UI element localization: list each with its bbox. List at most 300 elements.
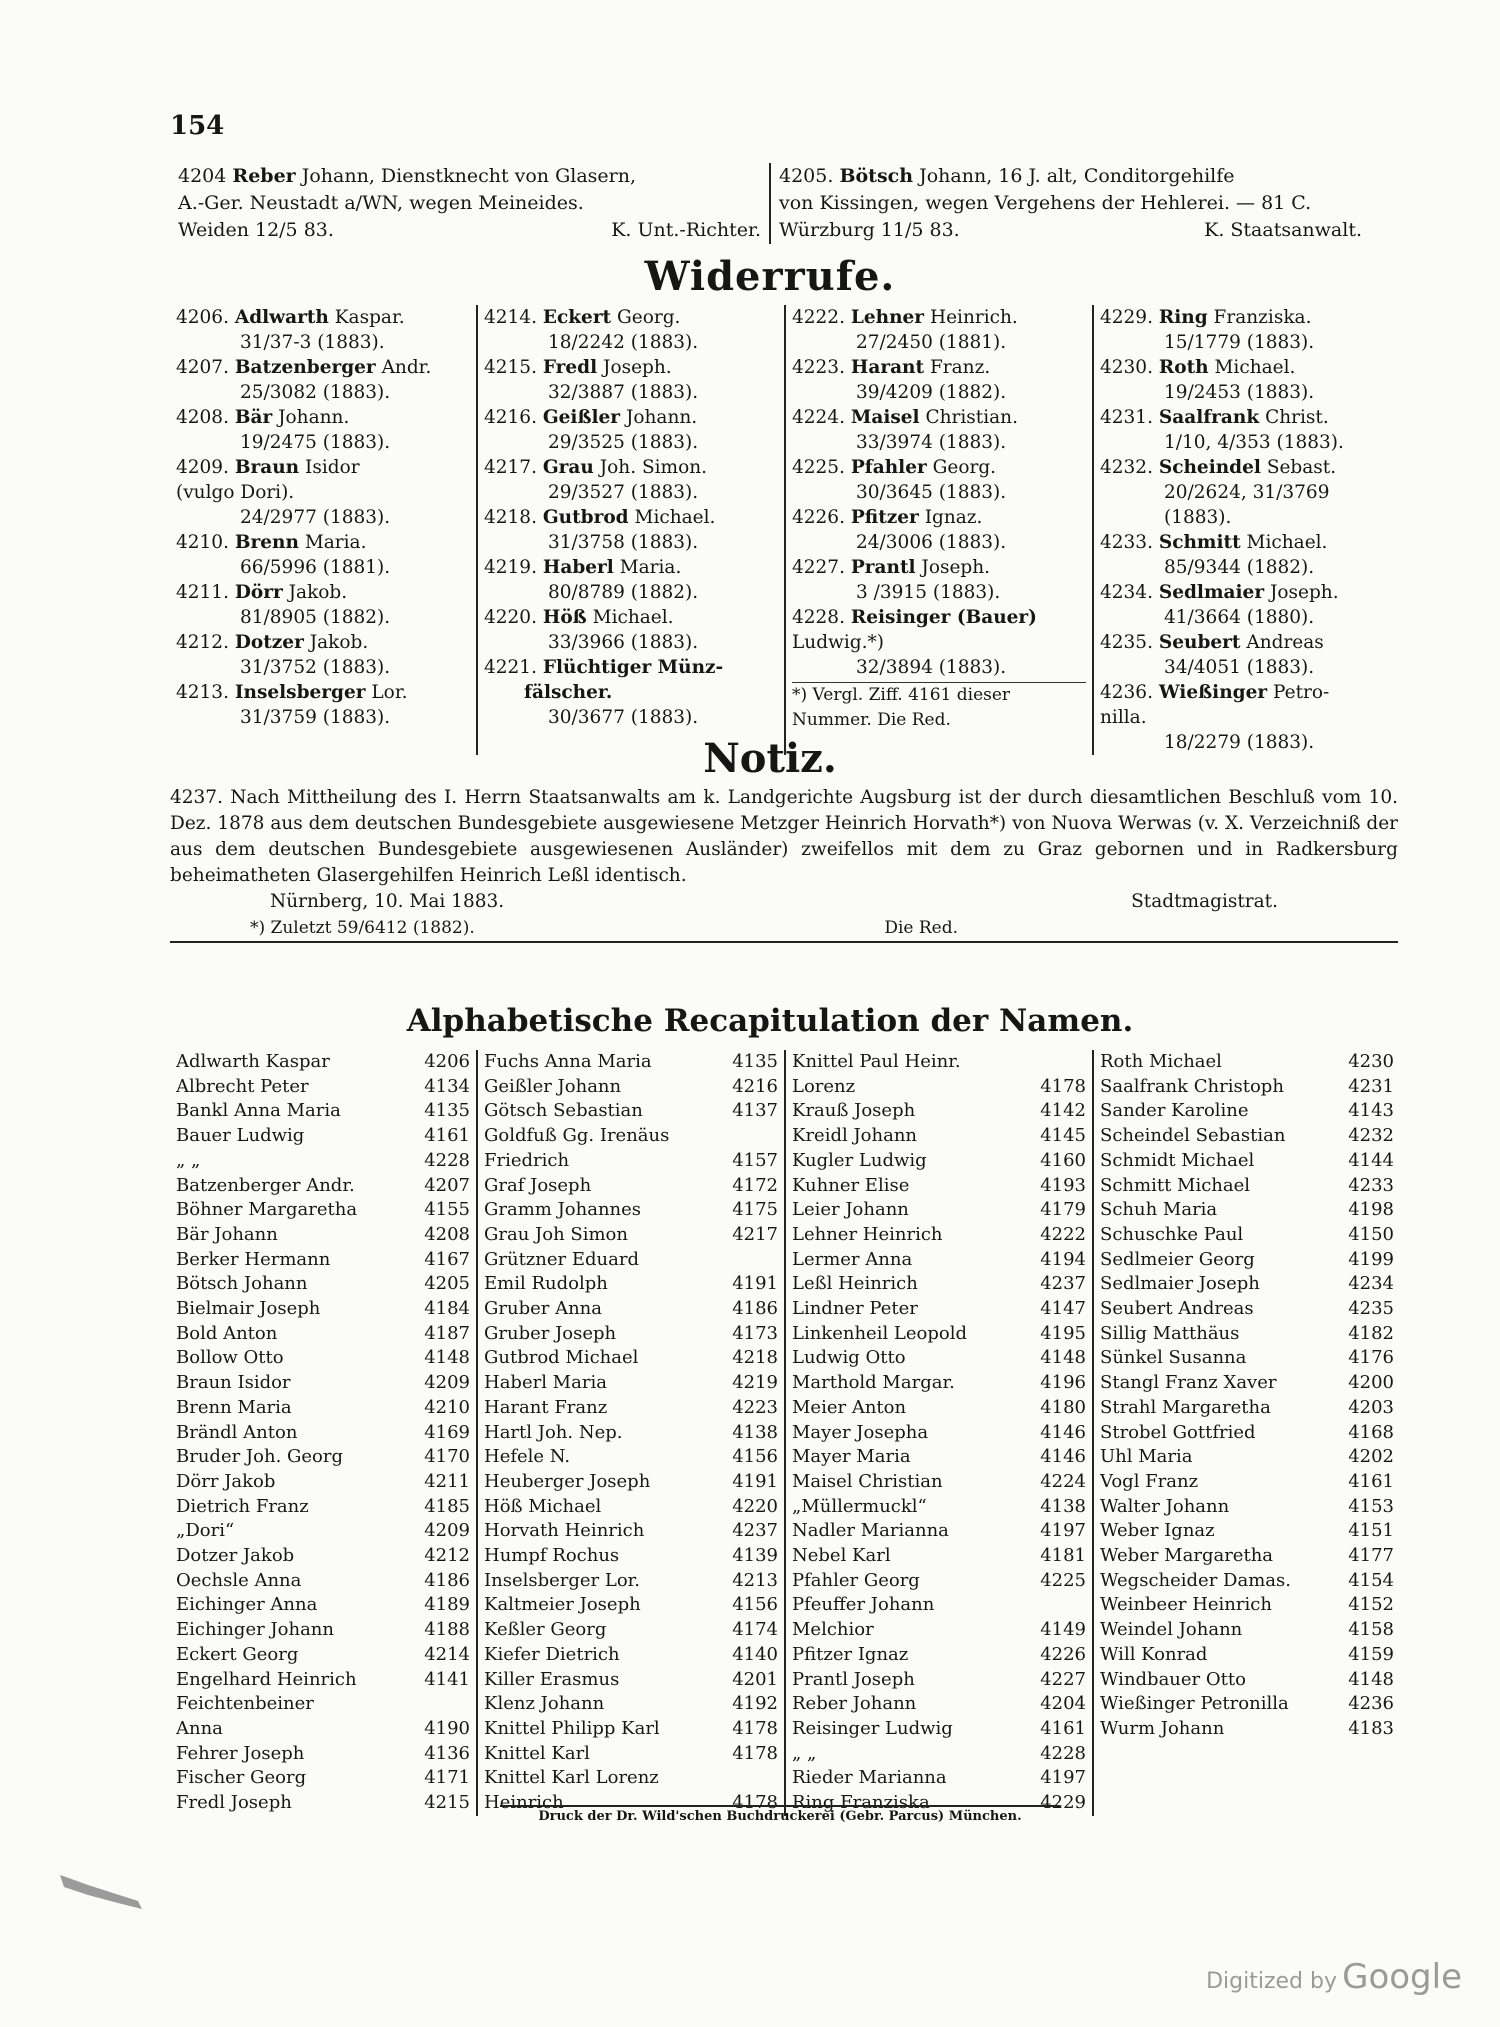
index-name: Böhner Margaretha bbox=[176, 1199, 358, 1221]
index-number: 4209 bbox=[424, 1372, 470, 1394]
index-number: 4169 bbox=[424, 1421, 470, 1443]
widerruf-entry bbox=[1100, 405, 1394, 455]
index-name: Albrecht Peter bbox=[176, 1075, 309, 1097]
index-row bbox=[1100, 1519, 1394, 1544]
entry-reference: 29/3527 (1883). bbox=[548, 482, 699, 503]
index-number: 4178 bbox=[732, 1742, 778, 1764]
entry-place-date: Würzburg 11/5 83. bbox=[779, 219, 960, 241]
leader-dots bbox=[1250, 1174, 1348, 1199]
entry-number: 4205. bbox=[779, 165, 834, 187]
leader-dots bbox=[1285, 1124, 1348, 1149]
entry-given-name: Petro- bbox=[1273, 682, 1330, 703]
entry-reference: 31/37-3 (1883). bbox=[240, 332, 385, 353]
index-row bbox=[1100, 1470, 1394, 1495]
index-name: Krauß Joseph bbox=[792, 1100, 916, 1122]
index-number: 4216 bbox=[732, 1075, 778, 1097]
widerruf-entry bbox=[176, 530, 470, 580]
entry-name: Inselsberger bbox=[234, 682, 366, 703]
index-name: Hefele N. bbox=[484, 1446, 571, 1468]
index-row bbox=[1100, 1495, 1394, 1520]
index-row bbox=[176, 1248, 470, 1273]
entry-reference: 18/2279 (1883). bbox=[1164, 732, 1315, 753]
leader-dots bbox=[660, 1717, 733, 1742]
index-row bbox=[484, 1297, 778, 1322]
leader-dots bbox=[918, 1272, 1040, 1297]
index-name: Nebel Karl bbox=[792, 1545, 891, 1567]
index-name: Bielmair Joseph bbox=[176, 1298, 321, 1320]
entry-name: Höß bbox=[542, 607, 587, 628]
index-row bbox=[1100, 1593, 1394, 1618]
index-name: Reisinger Ludwig bbox=[792, 1717, 953, 1739]
index-name: Seubert Andreas bbox=[1100, 1298, 1254, 1320]
index-number: 4233 bbox=[1348, 1174, 1394, 1196]
index-row bbox=[176, 1050, 470, 1075]
index-name: Kuhner Elise bbox=[792, 1174, 910, 1196]
leader-dots bbox=[1255, 1248, 1348, 1273]
entry-name: Harant bbox=[850, 357, 925, 378]
index-name: Knittel Karl Lorenz bbox=[484, 1767, 659, 1789]
index-name: Kugler Ludwig bbox=[792, 1149, 927, 1171]
index-number: 4188 bbox=[424, 1619, 470, 1641]
index-name: Harant Franz bbox=[484, 1396, 608, 1418]
index-row bbox=[792, 1198, 1086, 1223]
index-row bbox=[792, 1593, 1086, 1618]
widerruf-entry bbox=[176, 405, 470, 455]
notiz-redaction: Die Red. bbox=[884, 918, 958, 938]
entry-given-name: Jakob. bbox=[288, 582, 348, 603]
index-name: Friedrich bbox=[484, 1149, 570, 1171]
index-name: Will Konrad bbox=[1100, 1643, 1208, 1665]
index-row bbox=[792, 1692, 1086, 1717]
leader-dots bbox=[955, 1371, 1040, 1396]
index-name: Eichinger Anna bbox=[176, 1594, 318, 1616]
leader-dots bbox=[659, 1766, 778, 1791]
index-number: 4220 bbox=[732, 1495, 778, 1517]
index-name: Schmitt Michael bbox=[1100, 1174, 1251, 1196]
entry-name: Dotzer bbox=[234, 632, 304, 653]
index-number: 4135 bbox=[424, 1100, 470, 1122]
index-row bbox=[176, 1099, 470, 1124]
entry-number: 4236. bbox=[1100, 682, 1153, 703]
index-number: 4208 bbox=[424, 1223, 470, 1245]
leader-dots bbox=[620, 1643, 733, 1668]
entry-place-date: Weiden 12/5 83. bbox=[178, 219, 334, 241]
leader-dots bbox=[570, 1445, 732, 1470]
index-row bbox=[176, 1297, 470, 1322]
index-name: Walter Johann bbox=[1100, 1495, 1230, 1517]
entry-reference: 19/2475 (1883). bbox=[240, 432, 391, 453]
leader-dots bbox=[949, 1519, 1040, 1544]
index-name: Windbauer Otto bbox=[1100, 1668, 1246, 1690]
index-row bbox=[484, 1322, 778, 1347]
index-row bbox=[484, 1371, 778, 1396]
entry-number: 4232. bbox=[1100, 457, 1153, 478]
widerruf-head bbox=[1100, 630, 1394, 655]
leader-dots bbox=[934, 1593, 1086, 1618]
index-row bbox=[484, 1668, 778, 1693]
notiz-text: 4237. Nach Mittheilung des I. Herrn Staatsanwalts am k. Landgerichte Augsburg ist der durch diesamtlichen Beschluß vom 10. Dez. 1878 aus dem deutschen Bundesgebiete ausgewiesene Metzger Heinrich Horvath*) von Nuova Werwas (v. X. Verzeichniß der aus dem deutschen Bundesgebiete ausgewiesenen Ausländer) zweifellos mit dem zu Graz gebornen und in Radkersburg beheimatheten Glasergehilfen Heinrich Leßl identisch. bbox=[170, 787, 1398, 886]
index-number: 4177 bbox=[1348, 1545, 1394, 1567]
widerruf-head bbox=[176, 355, 470, 380]
index-number: 4140 bbox=[732, 1643, 778, 1665]
entry-given-name: Kaspar. bbox=[334, 307, 405, 328]
leader-dots bbox=[1260, 1272, 1348, 1297]
index-number: 4237 bbox=[732, 1520, 778, 1542]
index-name: Leier Johann bbox=[792, 1199, 909, 1221]
index-name: Leßl Heinrich bbox=[792, 1273, 918, 1295]
index-row bbox=[176, 1495, 470, 1520]
widerruf-head bbox=[792, 355, 1086, 380]
index-row bbox=[176, 1717, 470, 1742]
index-name: Gutbrod Michael bbox=[484, 1347, 639, 1369]
notiz-footnote: *) Zuletzt 59/6412 (1882). bbox=[250, 918, 475, 938]
index-row bbox=[176, 1519, 470, 1544]
index-name: Rieder Marianna bbox=[792, 1767, 947, 1789]
alpha-column bbox=[170, 1050, 478, 1816]
index-name: Lindner Peter bbox=[792, 1298, 918, 1320]
leader-dots bbox=[1284, 1075, 1348, 1100]
entry-given-name: Christian. bbox=[925, 407, 1018, 428]
leader-dots bbox=[591, 1174, 732, 1199]
index-row bbox=[1100, 1717, 1394, 1742]
index-number: 4212 bbox=[424, 1545, 470, 1567]
widerruf-entry bbox=[792, 305, 1086, 355]
entry-reference: 32/3894 (1883). bbox=[856, 657, 1007, 678]
index-name: Dörr Jakob bbox=[176, 1470, 276, 1492]
entry-name: Wießinger bbox=[1158, 682, 1268, 703]
index-number: 4148 bbox=[1040, 1347, 1086, 1369]
index-name: Fehrer Joseph bbox=[176, 1742, 305, 1764]
leader-dots bbox=[292, 1791, 424, 1816]
index-number: 4137 bbox=[732, 1100, 778, 1122]
entry-details: A.-Ger. Neustadt a/WN, wegen Meineides. bbox=[178, 192, 584, 214]
index-name: Ring Franziska bbox=[792, 1792, 930, 1814]
index-name: „Dori“ bbox=[176, 1520, 235, 1542]
widerrufe-columns bbox=[170, 305, 1400, 755]
index-name: Sünkel Susanna bbox=[1100, 1347, 1247, 1369]
entry-given-name: Andreas bbox=[1246, 632, 1324, 653]
index-number: 4157 bbox=[732, 1149, 778, 1171]
leader-dots bbox=[915, 1099, 1040, 1124]
index-name: Horvath Heinrich bbox=[484, 1520, 645, 1542]
entry-number: 4217. bbox=[484, 457, 537, 478]
index-name: Reber Johann bbox=[792, 1693, 917, 1715]
index-name: Marthold Margar. bbox=[792, 1372, 955, 1394]
index-number: 4155 bbox=[424, 1199, 470, 1221]
widerruf-head bbox=[176, 680, 470, 705]
index-row bbox=[792, 1569, 1086, 1594]
index-name: Geißler Johann bbox=[484, 1075, 622, 1097]
entry-name: Scheindel bbox=[1158, 457, 1261, 478]
entry-number: 4212. bbox=[176, 632, 229, 653]
entry-reference: 3 /3915 (1883). bbox=[856, 582, 1001, 603]
notiz-footnote-row bbox=[170, 915, 1398, 943]
entry-reference: 85/9344 (1882). bbox=[1164, 557, 1315, 578]
widerruf-entry bbox=[792, 405, 1086, 455]
widerruf-entry bbox=[1100, 355, 1394, 405]
widerruf-head bbox=[176, 580, 470, 605]
index-name: Graf Joseph bbox=[484, 1174, 592, 1196]
index-row bbox=[792, 1223, 1086, 1248]
entry-number: 4228. bbox=[792, 607, 845, 628]
leader-dots bbox=[943, 1470, 1041, 1495]
index-number: 4205 bbox=[424, 1273, 470, 1295]
index-number: 4146 bbox=[1040, 1446, 1086, 1468]
widerruf-head bbox=[176, 530, 470, 555]
entry-number: 4219. bbox=[484, 557, 537, 578]
index-number: 4158 bbox=[1348, 1619, 1394, 1641]
index-row bbox=[1100, 1174, 1394, 1199]
index-row bbox=[484, 1717, 778, 1742]
index-number: 4199 bbox=[1348, 1248, 1394, 1270]
index-name: Brändl Anton bbox=[176, 1421, 298, 1443]
alpha-column bbox=[1094, 1050, 1400, 1816]
index-number: 4180 bbox=[1040, 1396, 1086, 1418]
scan-smudge bbox=[58, 1873, 144, 1911]
index-row bbox=[484, 1445, 778, 1470]
index-name: Grau Joh Simon bbox=[484, 1223, 628, 1245]
index-number: 4200 bbox=[1348, 1372, 1394, 1394]
index-number: 4144 bbox=[1348, 1149, 1394, 1171]
widerruf-head bbox=[792, 305, 1086, 330]
entry-name: Maisel bbox=[850, 407, 920, 428]
entry-name: Pfitzer bbox=[850, 507, 919, 528]
index-name: Schmidt Michael bbox=[1100, 1149, 1255, 1171]
entry-given-name: Franziska. bbox=[1213, 307, 1312, 328]
index-number: 4167 bbox=[424, 1248, 470, 1270]
index-row bbox=[1100, 1223, 1394, 1248]
index-row bbox=[176, 1346, 470, 1371]
entry-number: 4218. bbox=[484, 507, 537, 528]
entry-reference: 1/10, 4/353 (1883). bbox=[1164, 432, 1344, 453]
index-row bbox=[1100, 1297, 1394, 1322]
index-number: 4160 bbox=[1040, 1149, 1086, 1171]
leader-dots bbox=[1276, 1371, 1348, 1396]
widerruf-entry bbox=[1100, 305, 1394, 355]
index-number: 4196 bbox=[1040, 1372, 1086, 1394]
index-number: 4178 bbox=[732, 1792, 778, 1814]
leader-dots bbox=[1222, 1050, 1348, 1075]
index-number: 4211 bbox=[424, 1470, 470, 1492]
notiz-heading: Notiz. bbox=[703, 735, 837, 782]
entry-name: Schmitt bbox=[1158, 532, 1241, 553]
index-row bbox=[176, 1322, 470, 1347]
entry-reference: 15/1779 (1883). bbox=[1164, 332, 1315, 353]
index-name: Prantl Joseph bbox=[792, 1668, 915, 1690]
entry-number: 4211. bbox=[176, 582, 229, 603]
index-number: 4189 bbox=[424, 1594, 470, 1616]
index-name: Pfeuffer Johann bbox=[792, 1594, 935, 1616]
entry-name: Sedlmaier bbox=[1158, 582, 1265, 603]
widerruf-entry bbox=[176, 455, 470, 530]
entry-given-name: Georg. bbox=[617, 307, 681, 328]
entry-reference: 24/2977 (1883). bbox=[240, 507, 391, 528]
index-number: 4156 bbox=[732, 1594, 778, 1616]
leader-dots bbox=[1254, 1149, 1348, 1174]
widerruf-entry bbox=[1100, 580, 1394, 630]
index-name: Schuschke Paul bbox=[1100, 1223, 1244, 1245]
index-row bbox=[484, 1470, 778, 1495]
leader-dots bbox=[917, 1124, 1040, 1149]
index-name: Weindel Johann bbox=[1100, 1619, 1243, 1641]
entry-reference: 29/3525 (1883). bbox=[548, 432, 699, 453]
top-entry bbox=[170, 163, 771, 244]
leader-dots bbox=[628, 1223, 732, 1248]
index-number: 4138 bbox=[1040, 1495, 1086, 1517]
index-number: 4178 bbox=[732, 1717, 778, 1739]
entry-name: Ring bbox=[1158, 307, 1208, 328]
entry-extra: (vulgo Dori). bbox=[176, 482, 295, 503]
index-row bbox=[484, 1272, 778, 1297]
index-name: Höß Michael bbox=[484, 1495, 602, 1517]
index-row bbox=[484, 1618, 778, 1643]
index-name: Hartl Joh. Nep. bbox=[484, 1421, 623, 1443]
widerruf-head bbox=[792, 505, 1086, 530]
watermark-prefix: Digitized by bbox=[1206, 1969, 1337, 1994]
index-row bbox=[1100, 1618, 1394, 1643]
index-row bbox=[792, 1766, 1086, 1791]
index-number: 4148 bbox=[424, 1347, 470, 1369]
entry-number: 4210. bbox=[176, 532, 229, 553]
entry-given-name: Johann. bbox=[625, 407, 698, 428]
index-number: 4173 bbox=[732, 1322, 778, 1344]
entry-name: Roth bbox=[1158, 357, 1209, 378]
index-number: 4231 bbox=[1348, 1075, 1394, 1097]
index-number: 4183 bbox=[1348, 1717, 1394, 1739]
leader-dots bbox=[292, 1396, 425, 1421]
entry-reference: 33/3966 (1883). bbox=[548, 632, 699, 653]
index-number: 4146 bbox=[1040, 1421, 1086, 1443]
leader-dots bbox=[650, 1470, 732, 1495]
entry-name: Reisinger (Bauer) bbox=[850, 607, 1037, 628]
index-row bbox=[1100, 1050, 1394, 1075]
index-row bbox=[176, 1445, 470, 1470]
index-name: Bauer Ludwig bbox=[176, 1125, 305, 1147]
leader-dots bbox=[928, 1421, 1040, 1446]
leader-dots bbox=[621, 1075, 732, 1100]
entry-reference: 33/3974 (1883). bbox=[856, 432, 1007, 453]
index-name: Feichtenbeiner bbox=[176, 1693, 314, 1715]
widerruf-entry bbox=[1100, 630, 1394, 680]
entry-given-name: Jakob. bbox=[309, 632, 369, 653]
index-row bbox=[484, 1396, 778, 1421]
index-row bbox=[1100, 1643, 1394, 1668]
widerruf-entry bbox=[176, 355, 470, 405]
index-row bbox=[1100, 1569, 1394, 1594]
watermark-brand: Google bbox=[1342, 1957, 1462, 1997]
entry-given-name: Lor. bbox=[371, 682, 408, 703]
index-name: Berker Hermann bbox=[176, 1248, 331, 1270]
index-row bbox=[792, 1643, 1086, 1668]
index-number: 4159 bbox=[1348, 1643, 1394, 1665]
index-row bbox=[176, 1766, 470, 1791]
leader-dots bbox=[604, 1692, 732, 1717]
widerruf-head bbox=[1100, 355, 1394, 380]
top-entries bbox=[170, 163, 1370, 244]
leader-dots bbox=[330, 1248, 424, 1273]
index-row bbox=[484, 1742, 778, 1767]
index-row bbox=[484, 1766, 778, 1791]
index-name: Knittel Philipp Karl bbox=[484, 1717, 660, 1739]
index-number: 4237 bbox=[1040, 1273, 1086, 1295]
index-name: Knittel Paul Heinr. bbox=[792, 1051, 961, 1072]
widerruf-entry bbox=[792, 555, 1086, 605]
leader-dots bbox=[953, 1717, 1040, 1742]
index-name: Bold Anton bbox=[176, 1322, 278, 1344]
entry-given-name: Georg. bbox=[932, 457, 997, 478]
index-name: Grützner Eduard bbox=[484, 1248, 639, 1270]
entry-name: Geißler bbox=[542, 407, 621, 428]
leader-dots bbox=[275, 1470, 424, 1495]
index-row bbox=[1100, 1371, 1394, 1396]
index-name: Strahl Margaretha bbox=[1100, 1396, 1271, 1418]
leader-dots bbox=[908, 1643, 1040, 1668]
entry-name: Bär bbox=[234, 407, 273, 428]
index-name: Sedlmeier Georg bbox=[1100, 1248, 1255, 1270]
leader-dots bbox=[1207, 1643, 1348, 1668]
entry-reference: 31/3752 (1883). bbox=[240, 657, 391, 678]
index-row bbox=[792, 1124, 1086, 1149]
index-row bbox=[176, 1692, 470, 1717]
index-number: 4168 bbox=[1348, 1421, 1394, 1443]
widerruf-entry bbox=[484, 555, 778, 605]
entry-signature bbox=[178, 217, 761, 244]
index-name: Adlwarth Kaspar bbox=[176, 1051, 330, 1072]
page-number: 154 bbox=[170, 111, 225, 141]
widerruf-entry bbox=[1100, 530, 1394, 580]
index-number: 4134 bbox=[424, 1075, 470, 1097]
index-row bbox=[792, 1149, 1086, 1174]
index-row bbox=[792, 1742, 1086, 1767]
widerrufe-column bbox=[786, 305, 1094, 755]
entry-reference: 27/2450 (1881). bbox=[856, 332, 1007, 353]
index-number: 4171 bbox=[424, 1767, 470, 1789]
leader-dots bbox=[1198, 1470, 1348, 1495]
index-name: Maisel Christian bbox=[792, 1470, 943, 1492]
index-row bbox=[1100, 1692, 1394, 1717]
entry-name: Saalfrank bbox=[1158, 407, 1260, 428]
index-name: Weber Margaretha bbox=[1100, 1545, 1274, 1567]
index-name: Bankl Anna Maria bbox=[176, 1100, 341, 1122]
index-number: 4139 bbox=[732, 1545, 778, 1567]
index-row bbox=[176, 1618, 470, 1643]
index-row bbox=[484, 1149, 778, 1174]
leader-dots bbox=[1243, 1223, 1348, 1248]
index-number: 4151 bbox=[1348, 1520, 1394, 1542]
index-name: Keßler Georg bbox=[484, 1619, 607, 1641]
index-row bbox=[1100, 1124, 1394, 1149]
index-row bbox=[792, 1371, 1086, 1396]
index-number: 4218 bbox=[732, 1347, 778, 1369]
index-row bbox=[1100, 1248, 1394, 1273]
leader-dots bbox=[1273, 1544, 1348, 1569]
index-name: Fredl Joseph bbox=[176, 1792, 292, 1814]
leader-dots bbox=[918, 1297, 1040, 1322]
top-entry-line bbox=[779, 163, 1362, 190]
index-name: Klenz Johann bbox=[484, 1693, 605, 1715]
entry-reference: 25/3082 (1883). bbox=[240, 382, 391, 403]
index-row bbox=[792, 1445, 1086, 1470]
index-name: Bötsch Johann bbox=[176, 1273, 308, 1295]
entry-given-name: Joseph. bbox=[921, 557, 991, 578]
index-number: 4186 bbox=[732, 1298, 778, 1320]
index-name: Wegscheider Damas. bbox=[1100, 1569, 1291, 1591]
widerruf-entry bbox=[176, 630, 470, 680]
index-row bbox=[176, 1371, 470, 1396]
index-number: 4209 bbox=[424, 1520, 470, 1542]
index-name: Gruber Joseph bbox=[484, 1322, 617, 1344]
leader-dots bbox=[1193, 1445, 1349, 1470]
